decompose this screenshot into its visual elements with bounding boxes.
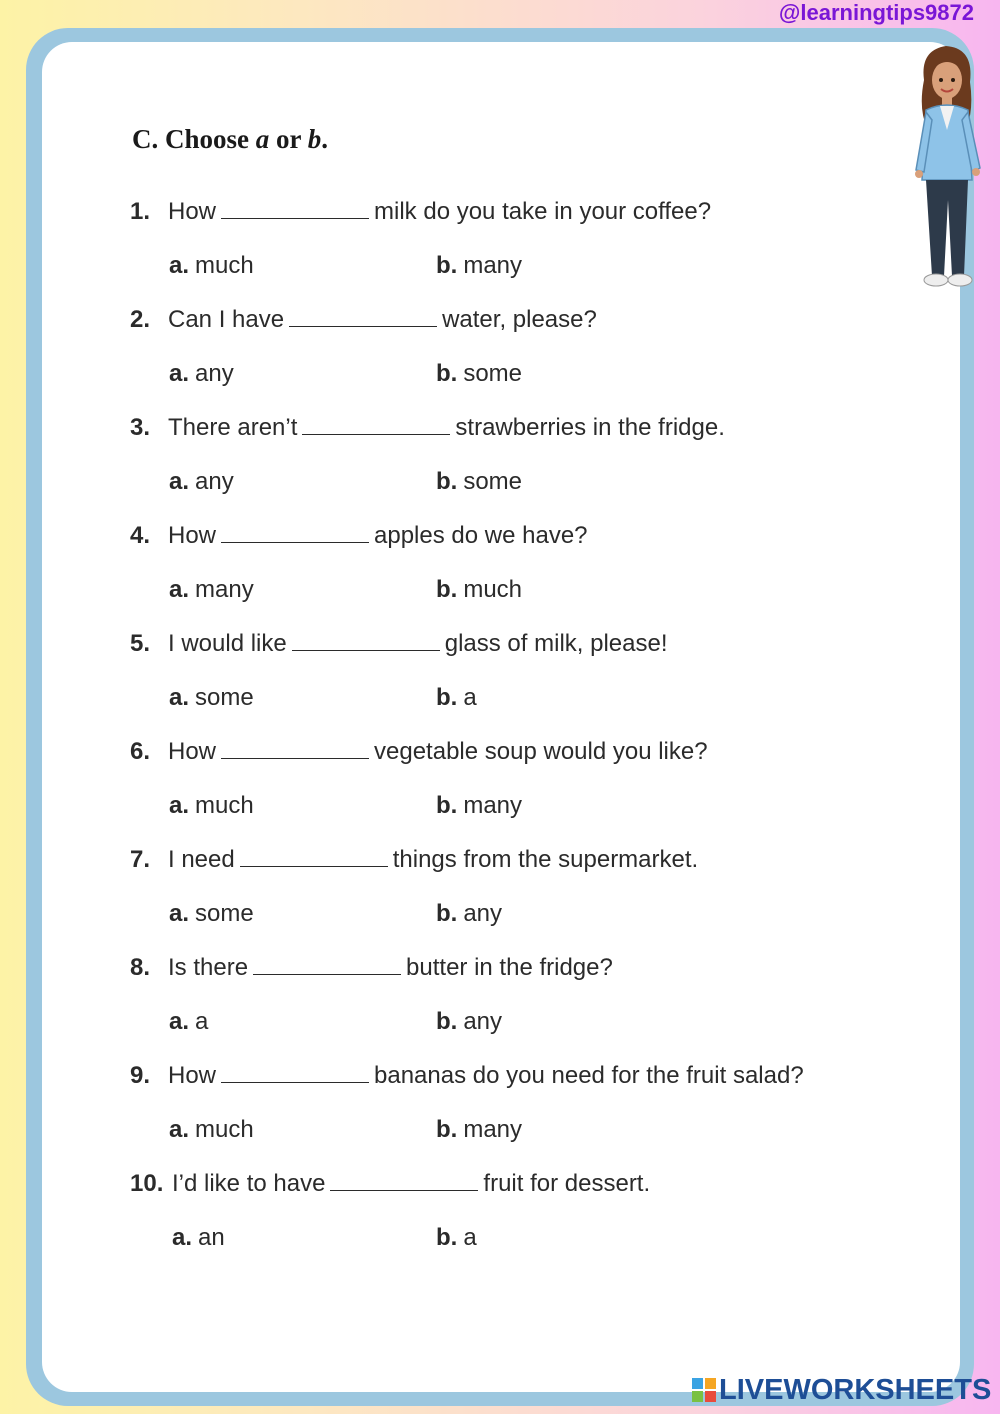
option-a[interactable]: a. a (169, 1008, 209, 1035)
answer-blank[interactable] (289, 308, 437, 327)
answer-blank[interactable] (221, 740, 369, 759)
option-a[interactable]: a. much (169, 252, 254, 279)
exercise-title: C. Choose a or b. (132, 124, 329, 154)
answer-blank[interactable] (292, 632, 440, 651)
channel-handle: @learningtips9872 (778, 0, 974, 25)
question-10: 10. I’d like to have fruit for dessert. (130, 1170, 651, 1197)
logo-text: LIVEWORKSHEETS (719, 1373, 992, 1406)
option-b[interactable]: b. much (436, 576, 523, 603)
answer-blank[interactable] (221, 200, 369, 219)
liveworksheets-logo[interactable] (692, 1374, 991, 1406)
option-b[interactable]: b. any (436, 900, 503, 927)
option-b[interactable]: b. some (436, 360, 523, 387)
question-8: 8. Is there butter in the fridge? (130, 954, 613, 981)
option-b[interactable]: b. a (436, 684, 477, 711)
option-a[interactable]: a. some (169, 684, 254, 711)
answer-blank[interactable] (240, 848, 388, 867)
answer-blank[interactable] (253, 956, 401, 975)
girl-illustration (904, 40, 990, 296)
option-b[interactable]: b. many (436, 1116, 523, 1143)
question-2: 2. Can I have water, please? (130, 306, 597, 333)
answer-blank[interactable] (330, 1172, 478, 1191)
option-a[interactable]: a. many (169, 576, 254, 603)
question-9: 9. How bananas do you need for the fruit salad? (130, 1062, 804, 1089)
question-5: 5. I would like glass of milk, please! (130, 630, 668, 657)
answer-blank[interactable] (221, 524, 369, 543)
option-b[interactable]: b. any (436, 1008, 503, 1035)
option-b[interactable]: b. some (436, 468, 523, 495)
option-b[interactable]: b. many (436, 792, 523, 819)
question-6: 6. How vegetable soup would you like? (130, 738, 708, 765)
option-a[interactable]: a. much (169, 1116, 254, 1143)
option-a[interactable]: a. some (169, 900, 254, 927)
option-a[interactable]: a. any (169, 468, 234, 495)
option-a[interactable]: a. any (169, 360, 234, 387)
option-b[interactable]: b. a (436, 1224, 477, 1251)
question-7: 7. I need things from the supermarket. (130, 846, 699, 873)
question-3: 3. There aren’t strawberries in the fridge. (130, 414, 725, 441)
answer-blank[interactable] (302, 416, 450, 435)
option-a[interactable]: a. much (169, 792, 254, 819)
option-a[interactable]: a. an (172, 1224, 225, 1251)
question-1: 1. How milk do you take in your coffee? (130, 198, 712, 225)
option-b[interactable]: b. many (436, 252, 523, 279)
answer-blank[interactable] (221, 1064, 369, 1083)
question-4: 4. How apples do we have? (130, 522, 588, 549)
logo-grid-icon (692, 1378, 716, 1402)
